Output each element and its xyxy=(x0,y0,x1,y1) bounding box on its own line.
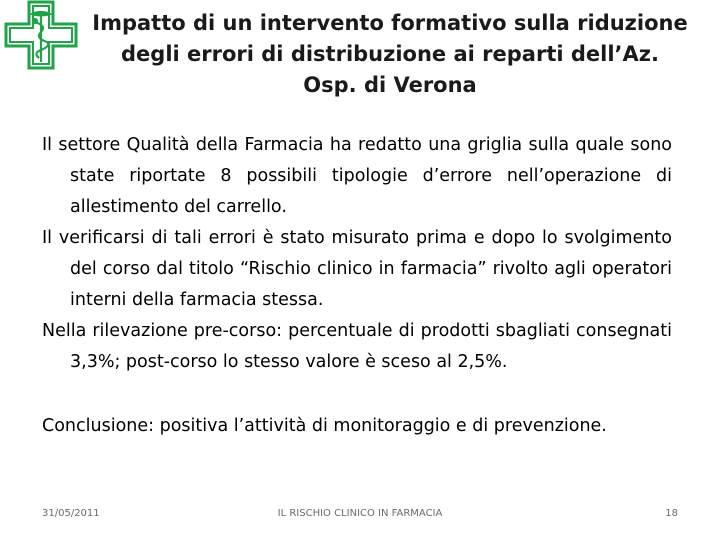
slide-title: Impatto di un intervento formativo sulla riduzione degli errori di distribuzione ai reparti dell’Az. Osp. di Verona xyxy=(92,11,688,97)
pharmacy-logo-icon xyxy=(2,0,80,70)
conclusion-text: Conclusione: positiva l’attività di monitoraggio e di prevenzione. xyxy=(42,416,607,436)
paragraph-misurazione: Il verificarsi di tali errori è stato misurato prima e dopo lo svolgimento del corso dal titolo “Rischio clinico in farmacia” rivolto agli operatori interni della farmacia stessa. xyxy=(42,228,672,310)
slide-body xyxy=(42,130,672,378)
footer-title: IL RISCHIO CLINICO IN FARMACIA xyxy=(277,508,443,519)
paragraph-rilevazione: Nella rilevazione pre-corso: percentuale di prodotti sbagliati consegnati 3,3%; post-corso lo stesso valore è sceso al 2,5%. xyxy=(42,321,672,372)
footer-date: 31/05/2011 xyxy=(42,508,100,519)
page-number: 18 xyxy=(665,508,678,519)
paragraph-griglia: Il settore Qualità della Farmacia ha redatto una griglia sulla quale sono state riportate 8 possibili tipologie d’errore nell’operazione di allestimento del carrello. xyxy=(42,135,672,217)
